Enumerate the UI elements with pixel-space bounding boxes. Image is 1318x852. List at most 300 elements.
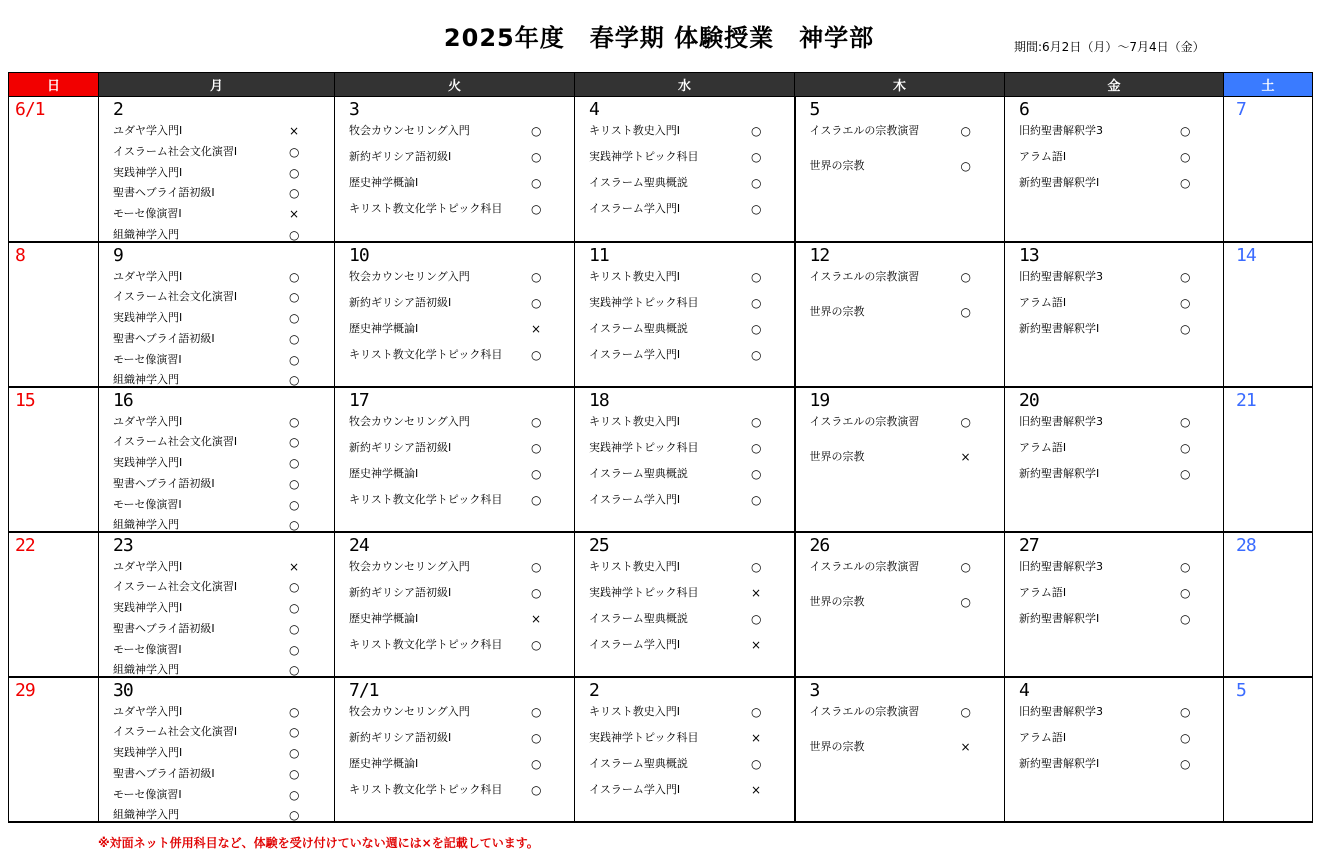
course-item bbox=[1005, 464, 1223, 490]
course-name: 新約聖書解釈学Ⅰ bbox=[1019, 176, 1100, 189]
course-item bbox=[335, 557, 574, 583]
availability-mark: × bbox=[289, 559, 300, 574]
day-cell-wed bbox=[575, 532, 795, 677]
course-item bbox=[575, 728, 794, 754]
availability-mark: ○ bbox=[751, 414, 762, 429]
course-name: 歴史神学概論Ⅰ bbox=[349, 466, 419, 480]
availability-mark: ○ bbox=[531, 704, 542, 719]
day-cell-fri bbox=[1005, 532, 1224, 677]
course-item bbox=[575, 438, 794, 464]
course-list bbox=[1005, 412, 1223, 490]
course-name: アラム語Ⅰ bbox=[1019, 585, 1067, 599]
course-item bbox=[575, 147, 794, 173]
course-name: アラム語Ⅰ bbox=[1019, 295, 1067, 309]
course-name: イスラーム社会文化演習Ⅰ bbox=[113, 435, 238, 449]
availability-mark: ○ bbox=[751, 756, 762, 771]
course-name: 新約聖書解釈学Ⅰ bbox=[1019, 466, 1100, 480]
course-item bbox=[335, 438, 574, 464]
course-item bbox=[575, 319, 794, 345]
course-name: イスラエルの宗教演習 bbox=[809, 414, 920, 428]
day-number: 3 bbox=[809, 679, 820, 701]
course-item bbox=[796, 121, 1005, 156]
day-number: 8 bbox=[15, 244, 25, 266]
course-item bbox=[1005, 173, 1223, 199]
course-name: キリスト教史入門Ⅰ bbox=[589, 124, 681, 137]
course-item bbox=[335, 199, 574, 225]
course-item bbox=[99, 453, 334, 474]
course-item bbox=[99, 764, 334, 785]
course-name: 実践神学入門Ⅰ bbox=[113, 746, 183, 760]
course-name: ユダヤ学入門Ⅰ bbox=[113, 414, 183, 428]
availability-mark: ○ bbox=[1180, 269, 1191, 284]
course-list bbox=[796, 702, 1005, 772]
availability-mark: ○ bbox=[751, 611, 762, 626]
availability-mark: ○ bbox=[531, 347, 542, 362]
day-cell-fri bbox=[1005, 677, 1224, 822]
availability-mark: ○ bbox=[960, 704, 971, 719]
availability-mark: ○ bbox=[531, 176, 542, 190]
day-cell-fri bbox=[1005, 97, 1224, 242]
day-cell-mon bbox=[99, 97, 335, 242]
availability-mark: ○ bbox=[289, 227, 300, 242]
course-item bbox=[796, 737, 1005, 772]
course-item bbox=[335, 412, 574, 438]
day-cell-sat bbox=[1224, 387, 1313, 532]
course-list bbox=[1005, 557, 1223, 635]
course-name: 旧約聖書解釈学3 bbox=[1019, 559, 1103, 573]
availability-mark: ○ bbox=[531, 124, 542, 138]
availability-mark: ○ bbox=[1180, 704, 1191, 719]
availability-mark: ○ bbox=[531, 782, 542, 797]
course-name: 実践神学入門Ⅰ bbox=[113, 601, 183, 615]
course-name: イスラーム学入門Ⅰ bbox=[589, 637, 681, 651]
day-cell-wed bbox=[575, 677, 795, 822]
availability-mark: ○ bbox=[960, 124, 971, 138]
course-name: イスラーム社会文化演習Ⅰ bbox=[113, 290, 238, 304]
day-number: 10 bbox=[349, 244, 369, 266]
availability-mark: ○ bbox=[289, 311, 300, 326]
day-cell-mon bbox=[99, 242, 335, 387]
availability-mark: ○ bbox=[289, 746, 300, 761]
course-item bbox=[575, 557, 794, 583]
availability-mark: ○ bbox=[289, 290, 300, 305]
day-number: 25 bbox=[589, 534, 609, 556]
course-name: キリスト教史入門Ⅰ bbox=[589, 704, 681, 718]
course-list bbox=[575, 412, 794, 516]
day-number: 28 bbox=[1236, 534, 1256, 556]
day-number: 24 bbox=[349, 534, 369, 556]
availability-mark: ○ bbox=[289, 601, 300, 616]
course-name: 組織神学入門 bbox=[113, 227, 179, 241]
course-name: 歴史神学概論Ⅰ bbox=[349, 321, 419, 335]
availability-mark: ○ bbox=[289, 518, 300, 533]
availability-mark: ○ bbox=[289, 704, 300, 719]
course-name: アラム語Ⅰ bbox=[1019, 440, 1067, 454]
course-item bbox=[99, 287, 334, 308]
availability-mark: ○ bbox=[1180, 466, 1191, 481]
availability-mark: ○ bbox=[289, 269, 300, 284]
day-number: 30 bbox=[113, 679, 133, 701]
availability-mark: ○ bbox=[751, 440, 762, 455]
course-list bbox=[1005, 702, 1223, 780]
course-list bbox=[99, 412, 334, 537]
availability-mark: ○ bbox=[531, 492, 542, 507]
course-item bbox=[335, 173, 574, 199]
course-list bbox=[1005, 121, 1223, 199]
course-name: 新約聖書解釈学Ⅰ bbox=[1019, 756, 1100, 770]
availability-mark: × bbox=[289, 124, 300, 138]
course-list bbox=[99, 557, 334, 682]
availability-mark: × bbox=[531, 321, 542, 336]
course-name: イスラーム聖典概説 bbox=[589, 756, 688, 770]
course-name: イスラエルの宗教演習 bbox=[809, 559, 920, 573]
availability-mark: ○ bbox=[289, 144, 300, 159]
day-number: 12 bbox=[809, 244, 830, 266]
course-item bbox=[575, 173, 794, 199]
course-item bbox=[796, 267, 1005, 302]
availability-mark: × bbox=[960, 449, 971, 464]
course-item bbox=[796, 702, 1005, 737]
course-name: 旧約聖書解釈学3 bbox=[1019, 124, 1103, 137]
course-name: 実践神学トピック科目 bbox=[589, 730, 699, 744]
day-cell-thu bbox=[795, 242, 1005, 387]
course-item bbox=[99, 495, 334, 516]
day-cell-tue bbox=[335, 387, 575, 532]
day-cell-sun bbox=[9, 677, 99, 822]
course-name: キリスト教文化学トピック科目 bbox=[349, 347, 503, 361]
day-cell-sun bbox=[9, 242, 99, 387]
footnote: ※対面ネット併用科目など、体験を受け付けていない週には×を記載しています。 bbox=[98, 836, 539, 850]
course-name: キリスト教文化学トピック科目 bbox=[349, 637, 503, 651]
course-name: モーセ像演習Ⅰ bbox=[113, 207, 182, 221]
course-item bbox=[1005, 583, 1223, 609]
course-name: 世界の宗教 bbox=[809, 449, 865, 463]
day-number: 26 bbox=[809, 534, 830, 556]
course-item bbox=[796, 412, 1005, 447]
availability-mark: ○ bbox=[289, 725, 300, 740]
course-name: ユダヤ学入門Ⅰ bbox=[113, 704, 183, 718]
course-item bbox=[575, 754, 794, 780]
day-cell-thu bbox=[795, 532, 1005, 677]
course-name: 聖書ヘブライ語初級Ⅰ bbox=[113, 621, 215, 635]
course-name: 牧会カウンセリング入門 bbox=[349, 414, 470, 428]
day-number: 4 bbox=[589, 99, 599, 120]
course-item bbox=[1005, 557, 1223, 583]
course-item bbox=[99, 743, 334, 764]
day-number: 3 bbox=[349, 99, 359, 120]
day-number: 9 bbox=[113, 244, 123, 266]
availability-mark: ○ bbox=[960, 304, 971, 319]
course-list bbox=[796, 557, 1005, 627]
course-item bbox=[335, 293, 574, 319]
course-item bbox=[335, 147, 574, 173]
day-cell-thu bbox=[795, 387, 1005, 532]
course-name: キリスト教文化学トピック科目 bbox=[349, 782, 503, 796]
course-item bbox=[1005, 267, 1223, 293]
course-name: 組織神学入門 bbox=[113, 808, 179, 822]
availability-mark: ○ bbox=[751, 202, 762, 216]
course-name: イスラーム聖典概説 bbox=[589, 611, 688, 625]
week-row bbox=[9, 677, 1313, 822]
day-cell-sat bbox=[1224, 677, 1313, 822]
course-name: モーセ像演習Ⅰ bbox=[113, 352, 182, 366]
day-cell-sun bbox=[9, 387, 99, 532]
availability-mark: × bbox=[751, 782, 762, 797]
course-name: モーセ像演習Ⅰ bbox=[113, 497, 182, 511]
day-number: 2 bbox=[589, 679, 599, 701]
weekday-sun: 日 bbox=[9, 73, 99, 97]
course-list bbox=[99, 267, 334, 392]
course-item bbox=[1005, 702, 1223, 728]
week-row bbox=[9, 242, 1313, 387]
course-item bbox=[335, 609, 574, 635]
course-name: イスラーム学入門Ⅰ bbox=[589, 492, 681, 506]
availability-mark: ○ bbox=[289, 621, 300, 636]
course-item bbox=[99, 350, 334, 371]
availability-mark: × bbox=[960, 739, 971, 754]
day-cell-mon bbox=[99, 532, 335, 677]
course-name: 組織神学入門 bbox=[113, 663, 179, 677]
course-name: 新約聖書解釈学Ⅰ bbox=[1019, 321, 1100, 335]
course-item bbox=[335, 267, 574, 293]
availability-mark: ○ bbox=[751, 269, 762, 284]
day-number: 29 bbox=[15, 679, 35, 701]
availability-mark: ○ bbox=[751, 321, 762, 336]
course-list bbox=[575, 121, 794, 225]
course-item bbox=[335, 702, 574, 728]
day-number: 6/1 bbox=[15, 99, 45, 120]
availability-mark: ○ bbox=[289, 787, 300, 802]
weekday-header bbox=[9, 73, 1313, 97]
course-name: イスラーム聖典概説 bbox=[589, 321, 688, 335]
week-row bbox=[9, 97, 1313, 242]
availability-mark: ○ bbox=[1180, 440, 1191, 455]
course-name: 世界の宗教 bbox=[809, 594, 865, 608]
day-number: 23 bbox=[113, 534, 133, 556]
course-item bbox=[1005, 319, 1223, 345]
course-item bbox=[796, 447, 1005, 482]
availability-mark: ○ bbox=[289, 331, 300, 346]
availability-mark: ○ bbox=[531, 295, 542, 310]
course-name: 新約ギリシア語初級Ⅰ bbox=[349, 150, 452, 163]
course-name: イスラエルの宗教演習 bbox=[809, 704, 920, 718]
course-item bbox=[1005, 293, 1223, 319]
course-item bbox=[99, 329, 334, 350]
course-name: イスラーム学入門Ⅰ bbox=[589, 347, 681, 361]
course-item bbox=[335, 635, 574, 661]
availability-mark: ○ bbox=[289, 766, 300, 781]
day-cell-tue bbox=[335, 97, 575, 242]
availability-mark: ○ bbox=[1180, 124, 1191, 138]
availability-mark: ○ bbox=[531, 730, 542, 745]
course-item bbox=[575, 702, 794, 728]
day-cell-tue bbox=[335, 242, 575, 387]
week-row bbox=[9, 387, 1313, 532]
course-name: モーセ像演習Ⅰ bbox=[113, 787, 182, 801]
day-number: 27 bbox=[1019, 534, 1039, 556]
availability-mark: × bbox=[751, 585, 762, 600]
day-number: 19 bbox=[809, 389, 830, 411]
availability-mark: ○ bbox=[289, 476, 300, 491]
course-item bbox=[1005, 754, 1223, 780]
course-list bbox=[575, 557, 794, 661]
weekday-thu: 木 bbox=[795, 73, 1005, 97]
course-name: キリスト教史入門Ⅰ bbox=[589, 269, 681, 283]
course-name: 実践神学トピック科目 bbox=[589, 585, 699, 599]
availability-mark: ○ bbox=[751, 466, 762, 481]
availability-mark: ○ bbox=[531, 756, 542, 771]
availability-mark: ○ bbox=[960, 559, 971, 574]
availability-mark: ○ bbox=[531, 637, 542, 652]
course-item bbox=[1005, 412, 1223, 438]
course-name: 牧会カウンセリング入門 bbox=[349, 559, 470, 573]
availability-mark: ○ bbox=[751, 704, 762, 719]
course-name: 実践神学トピック科目 bbox=[589, 440, 699, 454]
day-number: 21 bbox=[1236, 389, 1256, 411]
availability-mark: ○ bbox=[531, 466, 542, 481]
course-item bbox=[796, 592, 1005, 627]
course-name: 歴史神学概論Ⅰ bbox=[349, 176, 419, 189]
weekday-sat: 土 bbox=[1224, 73, 1313, 97]
course-item bbox=[575, 609, 794, 635]
day-number: 17 bbox=[349, 389, 369, 411]
day-cell-thu bbox=[795, 97, 1005, 242]
availability-mark: ○ bbox=[751, 124, 762, 138]
availability-mark: ○ bbox=[289, 165, 300, 180]
course-item bbox=[575, 464, 794, 490]
course-item bbox=[796, 302, 1005, 337]
day-number: 18 bbox=[589, 389, 609, 411]
course-name: アラム語Ⅰ bbox=[1019, 730, 1067, 744]
course-name: 牧会カウンセリング入門 bbox=[349, 269, 470, 283]
availability-mark: ○ bbox=[289, 352, 300, 367]
availability-mark: ○ bbox=[1180, 176, 1191, 190]
availability-mark: ○ bbox=[1180, 559, 1191, 574]
course-list bbox=[796, 121, 1005, 191]
course-name: 歴史神学概論Ⅰ bbox=[349, 756, 419, 770]
course-list bbox=[335, 267, 574, 371]
course-name: ユダヤ学入門Ⅰ bbox=[113, 559, 183, 573]
availability-mark: ○ bbox=[1180, 414, 1191, 429]
day-cell-tue bbox=[335, 532, 575, 677]
course-item bbox=[99, 412, 334, 433]
course-list bbox=[1005, 267, 1223, 345]
availability-mark: ○ bbox=[751, 295, 762, 310]
availability-mark: ○ bbox=[1180, 585, 1191, 600]
weekday-wed: 水 bbox=[575, 73, 795, 97]
course-name: キリスト教史入門Ⅰ bbox=[589, 559, 681, 573]
course-item bbox=[99, 267, 334, 288]
weekday-tue: 火 bbox=[335, 73, 575, 97]
availability-mark: ○ bbox=[289, 642, 300, 657]
course-name: キリスト教文化学トピック科目 bbox=[349, 492, 503, 506]
availability-mark: ○ bbox=[1180, 730, 1191, 745]
availability-mark: × bbox=[531, 611, 542, 626]
availability-mark: ○ bbox=[751, 176, 762, 190]
course-item bbox=[335, 583, 574, 609]
course-item bbox=[796, 557, 1005, 592]
course-name: ユダヤ学入門Ⅰ bbox=[113, 269, 183, 283]
week-row bbox=[9, 532, 1313, 677]
course-name: 実践神学入門Ⅰ bbox=[113, 311, 183, 325]
course-list bbox=[796, 412, 1005, 482]
day-cell-fri bbox=[1005, 387, 1224, 532]
course-name: 聖書ヘブライ語初級Ⅰ bbox=[113, 186, 215, 200]
course-item bbox=[796, 156, 1005, 191]
availability-mark: ○ bbox=[531, 440, 542, 455]
day-cell-wed bbox=[575, 387, 795, 532]
course-item bbox=[99, 577, 334, 598]
course-name: イスラーム学入門Ⅰ bbox=[589, 202, 681, 215]
course-item bbox=[335, 319, 574, 345]
day-cell-tue bbox=[335, 677, 575, 822]
course-name: イスラーム社会文化演習Ⅰ bbox=[113, 580, 238, 594]
day-cell-mon bbox=[99, 677, 335, 822]
course-list bbox=[335, 121, 574, 225]
course-item bbox=[575, 635, 794, 661]
availability-mark: ○ bbox=[531, 559, 542, 574]
course-list bbox=[796, 267, 1005, 337]
course-item bbox=[99, 722, 334, 743]
availability-mark: ○ bbox=[751, 347, 762, 362]
course-item bbox=[99, 619, 334, 640]
course-name: 新約ギリシア語初級Ⅰ bbox=[349, 585, 452, 599]
course-item bbox=[335, 490, 574, 516]
day-number: 15 bbox=[15, 389, 35, 411]
course-item bbox=[99, 432, 334, 453]
day-cell-sat bbox=[1224, 242, 1313, 387]
availability-mark: ○ bbox=[1180, 150, 1191, 164]
course-item bbox=[335, 780, 574, 806]
course-name: キリスト教文化学トピック科目 bbox=[349, 202, 503, 215]
availability-mark: × bbox=[751, 730, 762, 745]
availability-mark: ○ bbox=[1180, 321, 1191, 336]
availability-mark: × bbox=[289, 207, 300, 222]
course-item bbox=[99, 702, 334, 723]
course-name: 組織神学入門 bbox=[113, 373, 179, 387]
course-list bbox=[99, 702, 334, 827]
course-item bbox=[99, 474, 334, 495]
day-number: 16 bbox=[113, 389, 133, 411]
course-name: イスラーム学入門Ⅰ bbox=[589, 782, 681, 796]
course-item bbox=[99, 640, 334, 661]
availability-mark: ○ bbox=[960, 414, 971, 429]
availability-mark: ○ bbox=[289, 186, 300, 201]
course-name: 新約ギリシア語初級Ⅰ bbox=[349, 730, 452, 744]
course-item bbox=[575, 490, 794, 516]
course-name: 世界の宗教 bbox=[809, 159, 865, 172]
availability-mark: ○ bbox=[1180, 611, 1191, 626]
course-name: 旧約聖書解釈学3 bbox=[1019, 269, 1103, 283]
course-item bbox=[575, 780, 794, 806]
day-cell-mon bbox=[99, 387, 335, 532]
course-list bbox=[575, 702, 794, 806]
course-name: 新約ギリシア語初級Ⅰ bbox=[349, 295, 452, 309]
course-item bbox=[575, 267, 794, 293]
weekday-mon: 月 bbox=[99, 73, 335, 97]
course-item bbox=[99, 163, 334, 184]
day-cell-sun bbox=[9, 97, 99, 242]
availability-mark: ○ bbox=[289, 808, 300, 823]
course-name: 歴史神学概論Ⅰ bbox=[349, 611, 419, 625]
course-name: イスラーム聖典概説 bbox=[589, 466, 688, 480]
course-item bbox=[1005, 121, 1223, 147]
course-item bbox=[1005, 147, 1223, 173]
course-item bbox=[575, 121, 794, 147]
availability-mark: ○ bbox=[531, 585, 542, 600]
course-item bbox=[335, 728, 574, 754]
course-item bbox=[99, 142, 334, 163]
